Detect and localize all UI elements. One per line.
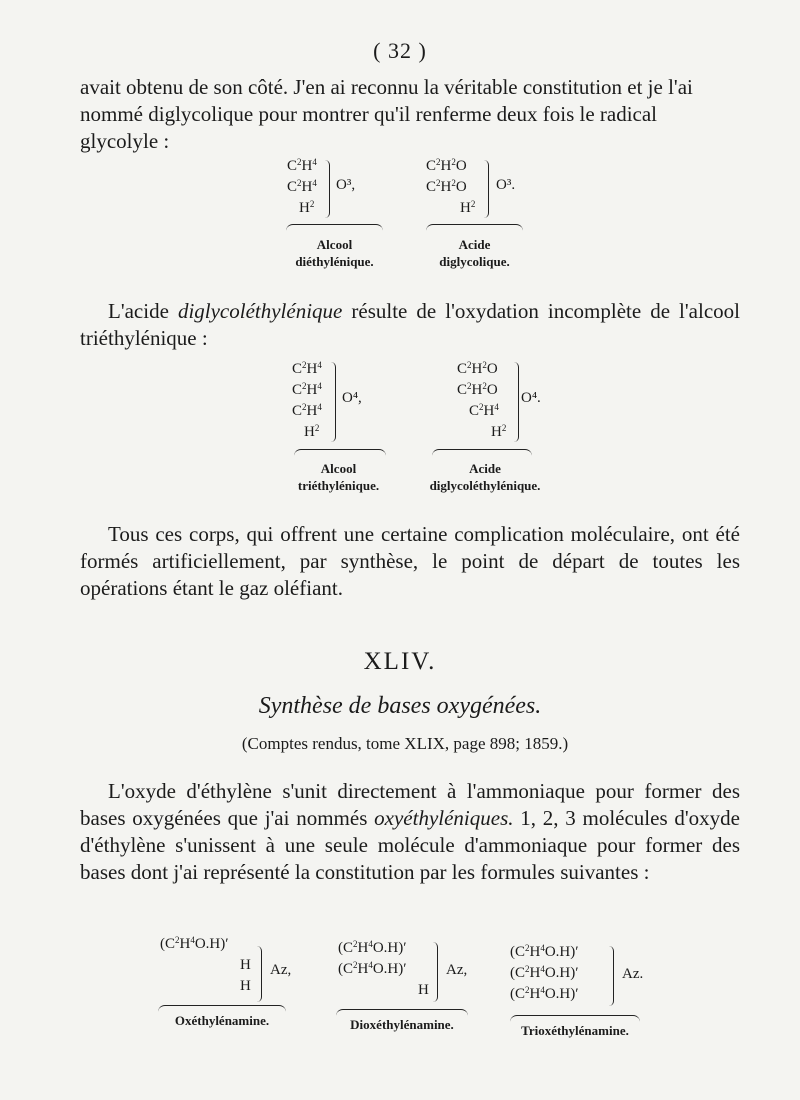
section-title: Synthèse de bases oxygénées. [258, 693, 542, 719]
caption-dioxethylenamine: Dioxéthylénamine. [350, 1017, 454, 1032]
formula-acide-diglycolique: $C^2H^2O$ $C^2H^2O$ $H^2$ [426, 157, 476, 216]
section-reference: (Comptes rendus, tome XLIX, page 898; 1859.) [241, 734, 569, 753]
caption-acide-diglycolethylenique: Acide diglycoléthylénique. [429, 461, 541, 493]
underbrace [286, 224, 383, 233]
caption-oxethylenamine: Oxéthylénamine. [174, 1013, 270, 1028]
oxygen-count: O⁴, [342, 390, 362, 406]
formula-alcool-triethylenique: $C^2H^4$ $C^2H^4$ $C^2H^4$ $H^2$ [292, 360, 322, 440]
formula-trioxethylenamine: $(C^2H^4O.H)'$ $(C^2H^4O.H)'$ $(C^2H^4O.H)'$ [510, 943, 579, 1002]
formula-oxethylenamine: $(C^2H^4O.H)'$ H H [160, 935, 251, 994]
page-number: ( 32 ) [373, 38, 427, 63]
caption-acide-diglycolique: Acide diglycolique. [439, 237, 510, 269]
caption-trioxethylenamine: Trioxéthylénamine. [521, 1023, 629, 1038]
formula-dioxethylenamine: $(C^2H^4O.H)'$ $(C^2H^4O.H)'$ H [338, 939, 429, 998]
paragraph-synthese: Tous ces corps, qui offrent une certaine complication moléculaire, ont été formés artificiellement, par synthèse, le point de départ de toutes les opérations étant le gaz oléfiant. [80, 522, 740, 600]
brace [432, 942, 438, 1002]
oxygen-count: O³. [496, 177, 516, 193]
brace [324, 160, 330, 218]
nitrogen-label: Az, [446, 962, 468, 978]
underbrace [294, 449, 386, 458]
formula-acide-diglycolethylenique: $C^2H^2O$ $C^2H^2O$ $C^2H^4$ $H^2$ [457, 360, 507, 440]
brace [256, 946, 262, 1002]
nitrogen-label: Az. [622, 966, 644, 982]
formula-alcool-diethylenique: $C^2H^4$ $C^2H^4$ $H^2$ [287, 157, 317, 216]
brace [513, 362, 519, 442]
oxygen-count: O⁴. [521, 390, 541, 406]
underbrace [432, 449, 532, 458]
caption-alcool-diethylenique: Alcool diéthylénique. [295, 237, 374, 269]
brace [608, 946, 614, 1006]
paragraph-diglycolique: avait obtenu de son côté. J'en ai reconnu la véritable constitution et je l'ai nommé diglycolique pour montrer qu'il renferme deux fois le radical glycolyle : [80, 75, 693, 153]
brace [330, 362, 336, 442]
oxygen-count: O³, [336, 177, 356, 193]
paragraph-diglycolethylenique: L'acide diglycoléthylénique résulte de l'oxydation incomplète de l'alcool triéthylénique : [80, 299, 740, 350]
underbrace [426, 224, 523, 233]
nitrogen-label: Az, [270, 962, 292, 978]
caption-alcool-triethylenique: Alcool triéthylénique. [297, 461, 380, 493]
section-number: XLIV. [363, 648, 437, 675]
brace [483, 160, 489, 218]
paragraph-oxyde-ethylene: L'oxyde d'éthylène s'unit directement à l'ammoniaque pour former des bases oxygénées que j'ai nommés oxyéthyléniques. 1, 2, 3 molécules d'oxyde d'éthylène s'unissent à une seule molécule d'ammoniaque pour former des bases dont j'ai représenté la constitution par les formules suivantes : [80, 779, 740, 884]
